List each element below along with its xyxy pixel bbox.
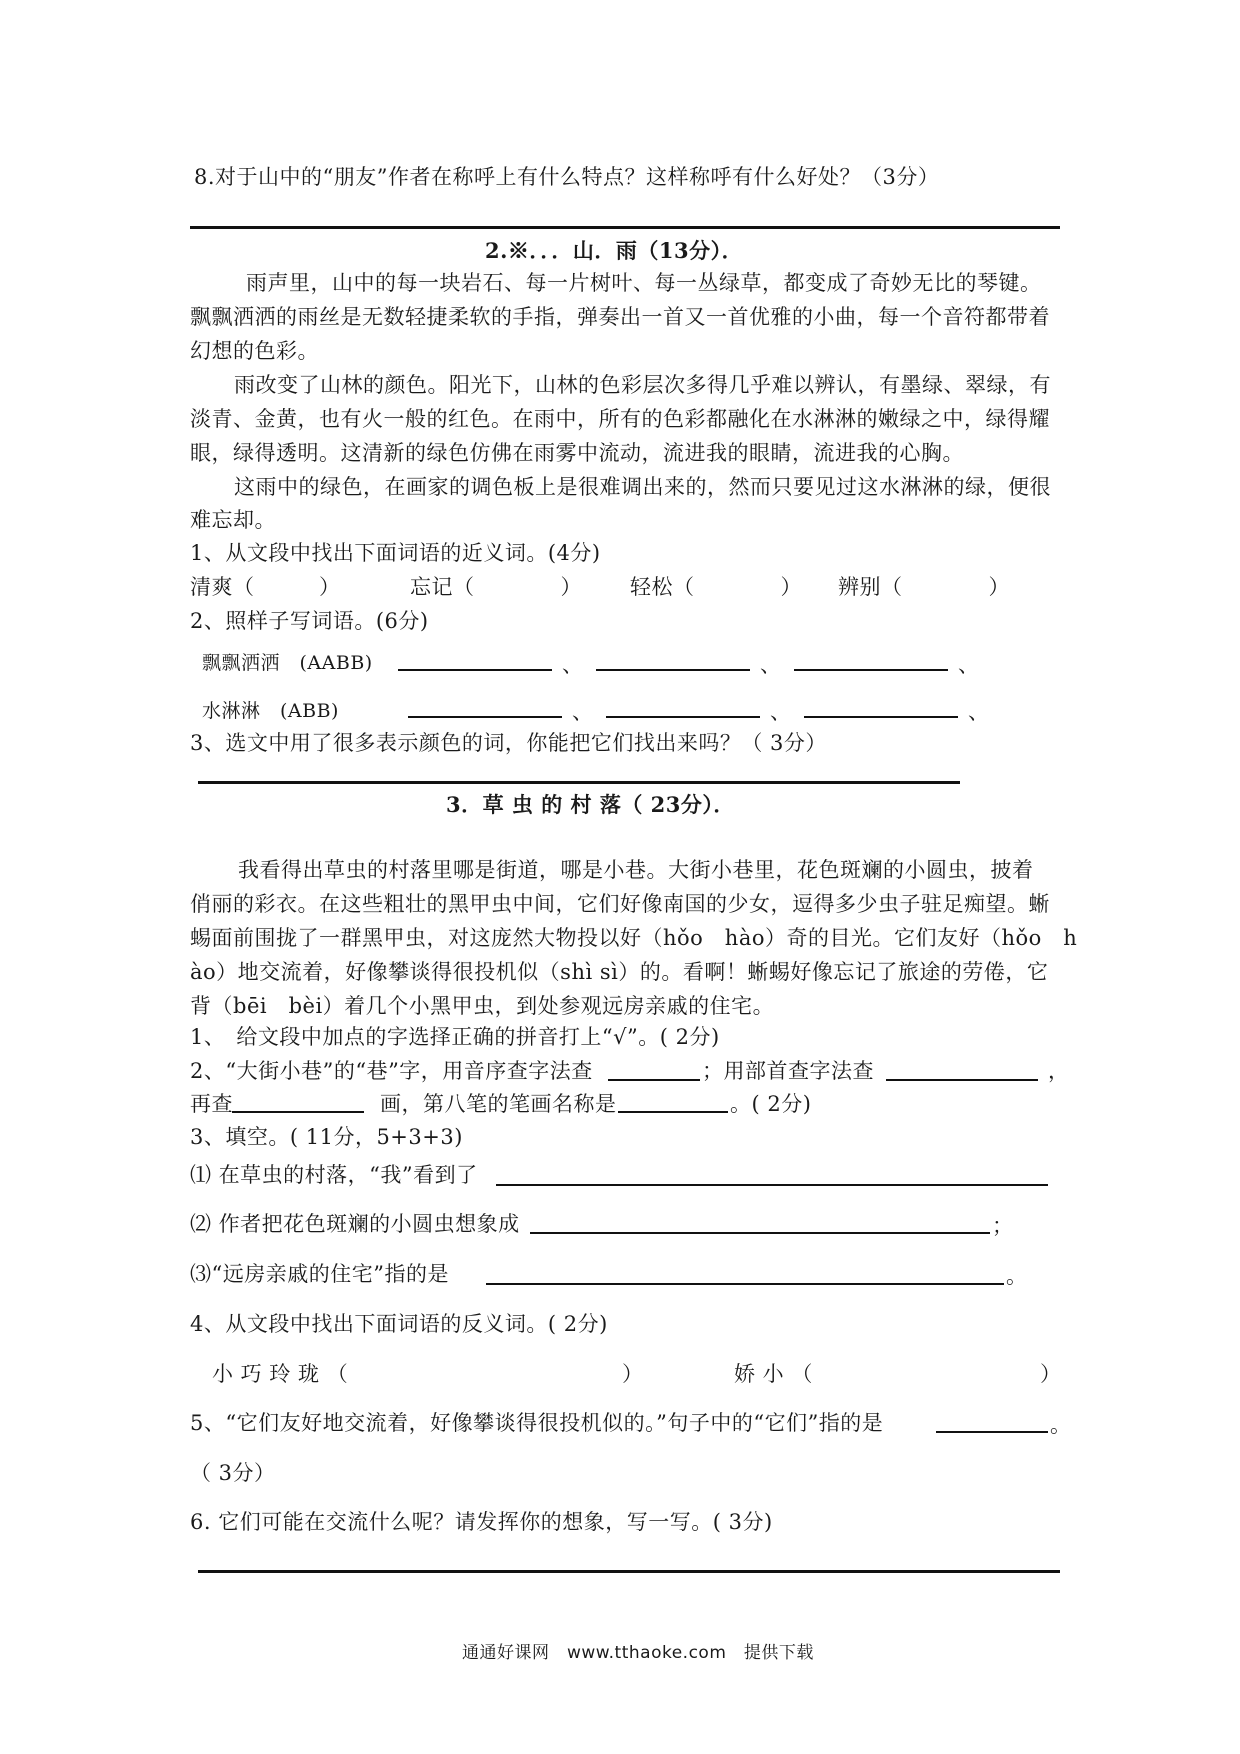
question-2: 2、照样子写词语。(6分) [190, 609, 429, 633]
answer-blank[interactable] [936, 1431, 1048, 1433]
synonym-item: 忘记（ ） [410, 575, 582, 599]
paragraph-line: 难忘却。 [190, 508, 276, 532]
answer-blank[interactable] [608, 1079, 700, 1081]
antonym-item: 小 巧 玲 珑 （ [212, 1362, 349, 1386]
paragraph-line: 飘飘洒洒的雨丝是无数轻捷柔软的手指，弹奏出一首又一首优雅的小曲，每一个音符都带着 [190, 305, 1050, 329]
page-footer: 通通好课网 www.tthaoke.com 提供下载 [462, 1643, 814, 1663]
answer-blank[interactable] [496, 1184, 1048, 1186]
question-2-part: 画，第八笔的笔画名称是 [380, 1092, 617, 1116]
paragraph-line: 幻想的色彩。 [190, 339, 319, 363]
section-3-title: 3．草 虫 的 村 落（ 23分）． [446, 792, 735, 817]
paragraph-line: 蜴面前围拢了一群黑甲虫，对这庞然大物投以好（hǒo hào）奇的目光。它们友好（hǒo h [190, 926, 1078, 950]
fill-item-2: ⑵ 作者把花色斑斓的小圆虫想象成 [190, 1212, 520, 1236]
question-2-part: 2、“大街小巷”的“巷”字，用音序查字法查 [190, 1059, 593, 1083]
answer-blank[interactable] [398, 669, 552, 671]
answer-blank[interactable] [486, 1283, 1004, 1285]
question-2-part: 。( 2分) [730, 1092, 812, 1116]
paragraph-line: 淡青、金黄，也有火一般的红色。在雨中，所有的色彩都融化在水淋淋的嫩绿之中，绿得耀 [190, 407, 1050, 431]
paragraph-line: 雨声里，山中的每一块岩石、每一片树叶、每一丛绿草，都变成了奇妙无比的琴键。 [246, 271, 1042, 295]
question-2-part: ；用部首查字法查 [702, 1059, 874, 1083]
synonym-item: 辨别（ ） [838, 575, 1010, 599]
answer-rule [190, 226, 1060, 229]
paragraph-line: 眼，绿得透明。这清新的绿色仿佛在雨雾中流动，流进我的眼睛，流进我的心胸。 [190, 441, 964, 465]
question-8: 8.对于山中的“朋友”作者在称呼上有什么特点？这样称呼有什么好处？（3分） [194, 165, 940, 189]
separator: 、 [770, 700, 792, 724]
answer-blank[interactable] [606, 716, 760, 718]
section-2-title: 2.※．．．山．雨（13分）． [485, 238, 744, 263]
separator: 、 [572, 700, 594, 724]
paragraph-line: 雨改变了山林的颜色。阳光下，山林的色彩层次多得几乎难以辨认，有墨绿、翠绿，有 [234, 373, 1051, 397]
separator: 、 [760, 653, 782, 677]
question-5: 5、“它们友好地交流着，好像攀谈得很投机似的。”句子中的“它们”指的是 [190, 1411, 884, 1435]
separator: 、 [968, 700, 990, 724]
fill-item-1: ⑴ 在草虫的村落，“我”看到了 [190, 1163, 478, 1187]
synonym-item: 清爽（ ） [190, 575, 341, 599]
fill-item-2-end: ； [992, 1214, 1014, 1238]
question-3: 3、选文中用了很多表示颜色的词，你能把它们找出来吗？（ 3分） [190, 731, 827, 755]
synonym-item: 轻松（ ） [630, 575, 802, 599]
paragraph-line: 这雨中的绿色，在画家的调色板上是很难调出来的，然而只要见过这水淋淋的绿，便很 [234, 475, 1051, 499]
question-3: 3、填空。( 11分，5+3+3) [190, 1125, 463, 1149]
answer-blank[interactable] [618, 1111, 728, 1113]
fill-item-3: ⑶“远房亲戚的住宅”指的是 [190, 1262, 449, 1286]
answer-blank[interactable] [886, 1079, 1038, 1081]
paragraph-line: 背（bēi bèi）着几个小黑甲虫，到处参观远房亲戚的住宅。 [190, 994, 775, 1018]
separator: 、 [958, 653, 980, 677]
answer-rule[interactable] [198, 1570, 1060, 1573]
answer-blank[interactable] [596, 669, 750, 671]
question-2-part: 再查 [190, 1092, 233, 1116]
answer-blank[interactable] [408, 716, 562, 718]
question-4: 4、从文段中找出下面词语的反义词。( 2分) [190, 1312, 608, 1336]
question-1: 1、 给文段中加点的字选择正确的拼音打上“√”。( 2分) [190, 1025, 720, 1049]
antonym-item-end: ） [1040, 1362, 1062, 1386]
question-5-end: 。 [1050, 1413, 1072, 1437]
antonym-item: 娇 小 （ [734, 1362, 813, 1386]
paragraph-line: ào）地交流着，好像攀谈得很投机似（shì sì）的。看啊！蜥蜴好像忘记了旅途的劳倦，它 [190, 960, 1049, 984]
example-abb: 水淋淋 (ABB) [202, 700, 339, 722]
example-aabb: 飘飘洒洒 (AABB) [202, 652, 373, 674]
question-2-part: ， [1048, 1059, 1070, 1083]
fill-item-3-end: 。 [1006, 1264, 1028, 1288]
answer-rule[interactable] [198, 781, 960, 784]
answer-blank[interactable] [232, 1111, 364, 1113]
question-5-score: （ 3分） [190, 1461, 276, 1485]
answer-blank[interactable] [530, 1232, 990, 1234]
separator: 、 [562, 653, 584, 677]
paragraph-line: 俏丽的彩衣。在这些粗壮的黑甲虫中间，它们好像南国的少女，逗得多少虫子驻足痴望。蜥 [190, 892, 1050, 916]
paragraph-line: 我看得出草虫的村落里哪是街道，哪是小巷。大街小巷里，花色斑斓的小圆虫，披着 [238, 858, 1034, 882]
antonym-item-end: ） [622, 1362, 644, 1386]
question-1: 1、从文段中找出下面词语的近义词。(4分) [190, 541, 601, 565]
answer-blank[interactable] [804, 716, 958, 718]
question-6: 6. 它们可能在交流什么呢？请发挥你的想象，写一写。( 3分) [190, 1510, 773, 1534]
answer-blank[interactable] [794, 669, 948, 671]
